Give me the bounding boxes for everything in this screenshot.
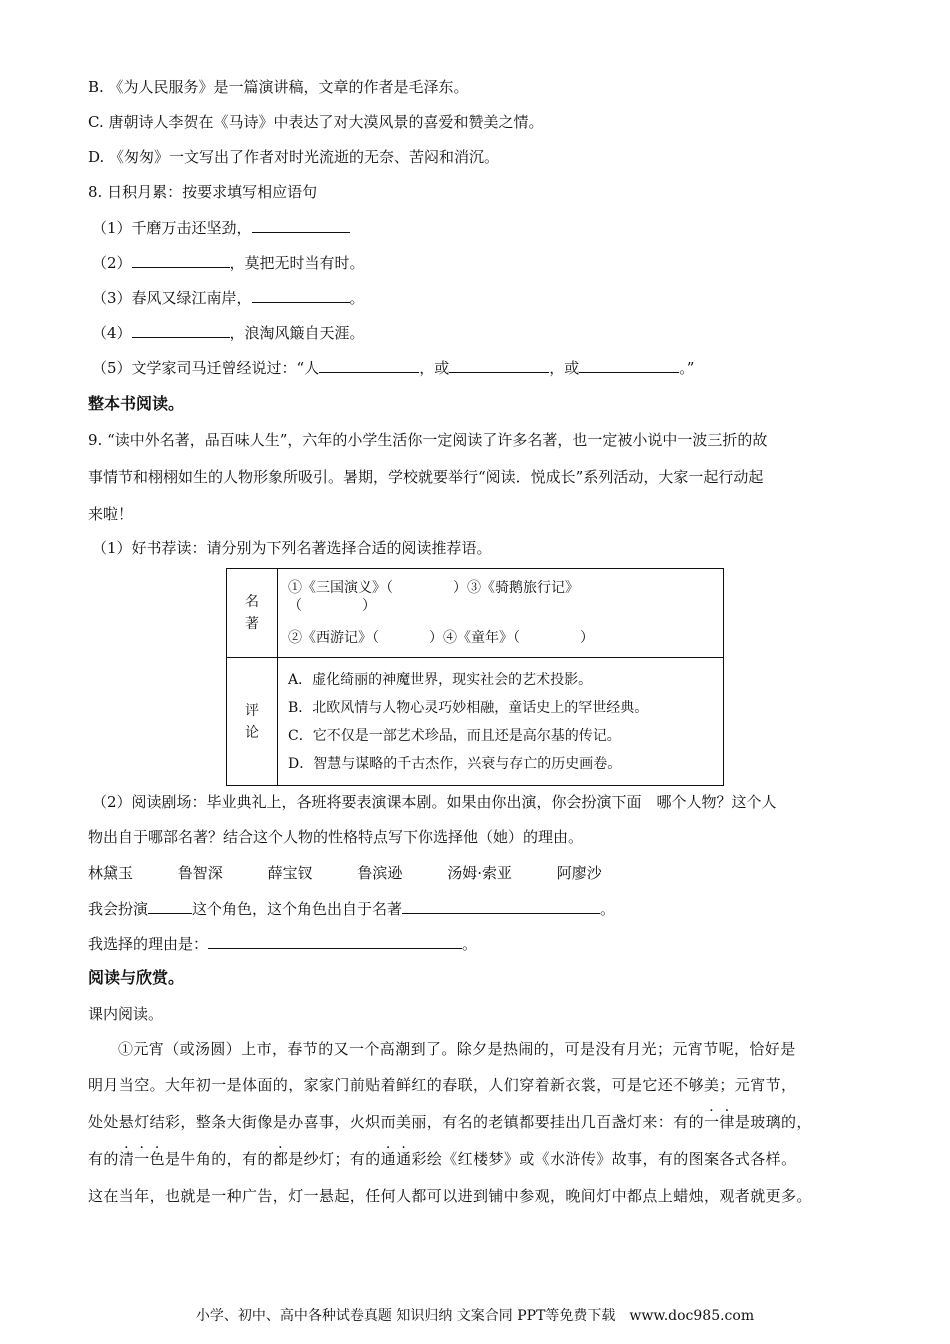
passage-line-1: ①元宵（或汤圆）上市，春节的又一个高潮到了。除夕是热闹的，可是没有月光；元宵节呢，恰好是: [118, 1040, 796, 1058]
dotted-char: 通: [380, 1150, 397, 1168]
dotted-char: 律: [719, 1113, 735, 1131]
passage-line-3: 处处悬灯结彩，整条大街像是办喜事，火炽而美丽，有名的老镇都要挂出几百盏灯来：有的一律是玻璃的，: [88, 1113, 812, 1131]
q8-item-2-num: （2）: [92, 254, 132, 272]
page-footer: 小学、初中、高中各种试卷真题 知识归纳 文案合同 PPT等免费下载 www.doc985.com: [195, 1308, 755, 1324]
character-item: 阿廖沙: [556, 864, 602, 882]
q9-sub2-line-1: （2）阅读剧场：毕业典礼上，各班将要表演课本剧。如果由你出演，你会扮演下面 哪个人物？这个人: [92, 793, 777, 811]
q8-item-2: [92, 252, 365, 273]
label-char: 论: [245, 724, 259, 741]
comment-c: C．它不仅是一部艺术珍品，而且还是高尔基的传记。: [288, 727, 621, 744]
comments-cell: [278, 658, 724, 786]
character-item: 鲁智深: [177, 864, 223, 882]
q8-item-4-num: （4）: [92, 324, 132, 342]
dotted-char: 一: [704, 1113, 720, 1131]
q8-item-5-or2: ，或: [549, 359, 580, 377]
books-row-2: （ ）: [288, 598, 376, 614]
role-text-a: 我会扮演: [88, 900, 149, 918]
q9-sub2-line-2: 物出自于哪部名著？结合这个人物的性格特点写下你选择他（她）的理由。: [88, 828, 584, 846]
option-c: C. 唐朝诗人李贺在《马诗》中表达了对大漠风景的喜爱和赞美之情。: [88, 113, 544, 131]
role-text-c: 。: [600, 900, 616, 918]
books-row-3: ②《西游记》（ ）④《童年》（ ）: [288, 630, 594, 646]
q8-item-3-end: 。: [349, 289, 365, 307]
q8-item-1: [92, 217, 350, 238]
q8-item-5-end: 。”: [679, 359, 695, 377]
section-whole-book-reading: 整本书阅读。: [88, 394, 185, 413]
table-label-books: [227, 569, 278, 658]
books-row-1: ①《三国演义》（ ）③《骑鹅旅行记》: [288, 580, 579, 596]
q8-title: 8. 日积月累：按要求填写相应语句: [88, 183, 318, 201]
reason-blank[interactable]: [208, 933, 462, 949]
blank-4[interactable]: [132, 322, 230, 338]
reason-line: [88, 933, 477, 954]
q8-item-2-text: ，莫把无时当有时。: [229, 254, 365, 272]
recommendation-table: [226, 568, 724, 786]
comment-a: A．虚化绮丽的神魔世界，现实社会的艺术投影。: [288, 671, 593, 688]
comment-d: D．智慧与谋略的千古杰作，兴衰与存亡的历史画卷。: [288, 755, 622, 772]
option-b: B. 《为人民服务》是一篇演讲稿，文章的作者是毛泽东。: [88, 78, 469, 96]
dotted-char: 色: [149, 1150, 166, 1168]
comment-b: B．北欧风情与人物心灵巧妙相融，童话史上的罕世经典。: [288, 699, 649, 716]
label-char: 著: [245, 616, 259, 632]
q8-item-5: [92, 357, 694, 378]
passage-line-5: 这在当年，也就是一种广告，灯一悬起，任何人都可以进到铺中参观，晚间灯中都点上蜡烛，观者就更多。: [88, 1187, 812, 1205]
q9-sub1: （1）好书荐读：请分别为下列名著选择合适的阅读推荐语。: [92, 539, 492, 557]
section-reading-appreciation: 阅读与欣赏。: [88, 968, 185, 987]
reason-end: 。: [462, 935, 478, 953]
role-line: [88, 898, 615, 919]
label-char: 名: [245, 594, 259, 610]
table-label-comments: [227, 658, 278, 786]
reading-label: 课内阅读。: [88, 1005, 164, 1023]
dotted-char: 一: [134, 1150, 150, 1168]
blank-1[interactable]: [252, 217, 350, 233]
q8-item-3: [92, 287, 365, 308]
character-item: 林黛玉: [88, 864, 134, 882]
passage-line-2: 明月当空。大年初一是体面的，家家门前贴着鲜红的春联，人们穿着新衣裳，可是它还不够美；元宵节，: [88, 1076, 797, 1094]
q8-item-4: [92, 322, 365, 343]
blank-3[interactable]: [252, 287, 350, 303]
option-d: D. 《匆匆》一文写出了作者对时光流逝的无奈、苦闷和消沉。: [88, 148, 500, 166]
blank-2[interactable]: [132, 252, 230, 268]
dotted-char: 都: [272, 1150, 289, 1168]
reason-text: 我选择的理由是：: [88, 935, 209, 953]
q9-line-2: 事情节和栩栩如生的人物形象所吸引。暑期，学校就要举行“阅读．悦成长”系列活动，大家一起行动起: [88, 468, 764, 486]
q8-item-4-text: ，浪淘风簸自天涯。: [229, 324, 365, 342]
character-item: 汤姆·索亚: [447, 864, 512, 882]
character-item: 鲁滨逊: [357, 864, 403, 882]
book-blank[interactable]: [402, 898, 600, 914]
dotted-char: 清: [118, 1150, 135, 1168]
books-cell: [278, 569, 724, 658]
character-item: 薛宝钗: [267, 864, 313, 882]
role-text-b: 这个角色，这个角色出自于名著: [192, 900, 403, 918]
q9-line-1: 9. “读中外名著，品百味人生”，六年的小学生活你一定阅读了许多名著，也一定被小说中一波三折的故: [88, 431, 768, 449]
blank-5b[interactable]: [449, 357, 549, 373]
label-char: 评: [245, 702, 259, 719]
blank-5c[interactable]: [579, 357, 679, 373]
blank-5a[interactable]: [319, 357, 419, 373]
character-list: [88, 862, 642, 883]
q8-item-5-or1: ，或: [419, 359, 450, 377]
role-blank[interactable]: [148, 898, 192, 914]
q9-line-3: 来啦！: [88, 505, 134, 523]
q8-item-3-text: （3）春风又绿江南岸，: [92, 289, 252, 307]
dotted-char: 通: [396, 1150, 412, 1168]
passage-line-4: 有的清一色是牛角的，有的都是纱灯；有的通通彩绘《红楼梦》或《水浒传》故事，有的图案各式各样。: [88, 1150, 797, 1168]
q8-item-1-text: （1）千磨万击还坚劲，: [92, 219, 252, 237]
q8-item-5-text: （5）文学家司马迁曾经说过：“人: [92, 359, 320, 377]
